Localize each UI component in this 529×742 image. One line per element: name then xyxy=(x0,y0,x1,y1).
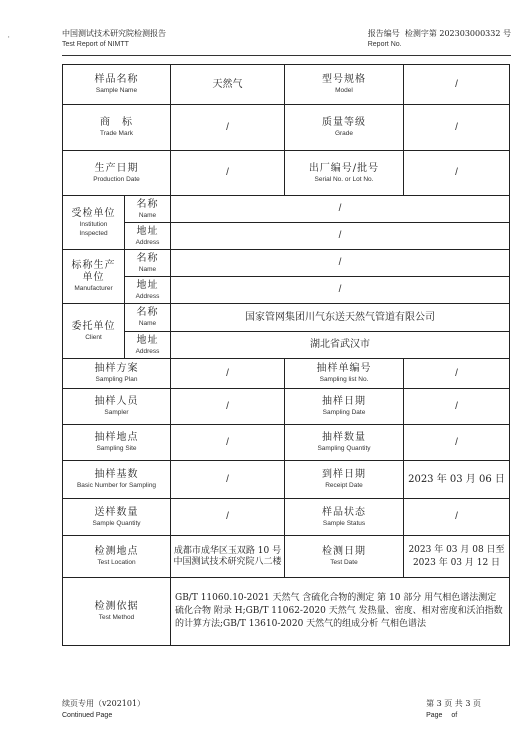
manufacturer-label: 标称生产 单位 Manufacturer xyxy=(63,250,125,304)
inspected-name-label: 名称 Name xyxy=(125,196,171,223)
page-number xyxy=(426,698,481,722)
row-sample-quantity xyxy=(63,499,510,536)
continued-en: Continued Page xyxy=(62,712,113,719)
lab-name-cn: 中国测试技术研究院检测报告 xyxy=(62,29,166,38)
row-inspected-name xyxy=(63,196,510,223)
test-date-start: 2023 年 03 月 08 日至 xyxy=(408,544,505,555)
manufacturer-address-value: / xyxy=(171,277,510,304)
sampler-label: 抽样人员 Sampler xyxy=(63,389,171,425)
model-label: 型号规格 Model xyxy=(285,65,404,105)
receipt-date-value: 2023 年 03 月 06 日 xyxy=(404,461,510,499)
row-client-address xyxy=(63,332,510,359)
sample-name-value: 天然气 xyxy=(171,65,285,105)
sample-status-label: 样品状态 Sample Status xyxy=(285,499,404,536)
inspected-address-label: 地址 Address xyxy=(125,223,171,250)
production-date-label: 生产日期 Production Date xyxy=(63,151,171,196)
row-basic-number xyxy=(63,461,510,499)
sampling-site-label: 抽样地点 Sampling Site xyxy=(63,425,171,461)
report-no-value: 检测字第 202303000332 号 xyxy=(404,29,511,38)
row-trade-mark xyxy=(63,105,510,151)
lab-name-en: Test Report of NIMTT xyxy=(62,41,129,48)
client-label: 委托单位 Client xyxy=(63,304,125,359)
test-method-value: GB/T 11060.10-2021 天然气 含硫化合物的测定 第 10 部分 用气相色谱法测定硫化合物 附录 H;GB/T 11062-2020 天然气 发热量、密度、相对密度和沃泊指数的计算方法;GB/T 13610-2020 天然气的组成分析 气相色谱法 xyxy=(171,578,510,646)
inspected-name-value: / xyxy=(171,196,510,223)
lab-name xyxy=(62,28,166,49)
continued-cn: 续页专用（v202101） xyxy=(62,699,146,708)
row-production-date xyxy=(63,151,510,196)
sampling-list-no-value: / xyxy=(404,359,510,389)
row-test-method xyxy=(63,578,510,646)
manufacturer-address-label: 地址 Address xyxy=(125,277,171,304)
page-cn: 第 3 页 共 3 页 xyxy=(426,699,481,708)
sampling-plan-label: 抽样方案 Sampling Plan xyxy=(63,359,171,389)
row-sampling-site xyxy=(63,425,510,461)
row-sampler xyxy=(63,389,510,425)
test-date-value xyxy=(404,536,510,578)
test-date-label: 检测日期 Test Date xyxy=(285,536,404,578)
serial-no-value: / xyxy=(404,151,510,196)
grade-label: 质量等级 Grade xyxy=(285,105,404,151)
production-date-value: / xyxy=(171,151,285,196)
trade-mark-value: / xyxy=(171,105,285,151)
row-manufacturer-name xyxy=(63,250,510,277)
sampling-list-no-label: 抽样单编号 Sampling list No. xyxy=(285,359,404,389)
sample-name-label: 样品名称 Sample Name xyxy=(63,65,171,105)
row-manufacturer-address xyxy=(63,277,510,304)
grade-value: / xyxy=(404,105,510,151)
sample-quantity-label: 送样数量 Sample Quantity xyxy=(63,499,171,536)
test-method-label: 检测依据 Test Method xyxy=(63,578,171,646)
test-location-value: 成都市成华区玉双路 10 号中国测试技术研究院八二楼 xyxy=(171,536,285,578)
report-no-label-cn: 报告编号 xyxy=(367,29,400,38)
sampling-site-value: / xyxy=(171,425,285,461)
test-date-end: 2023 年 03 月 12 日 xyxy=(412,557,501,568)
sampling-quantity-value: / xyxy=(404,425,510,461)
serial-no-label: 出厂编号/批号 Serial No. or Lot No. xyxy=(285,151,404,196)
sampling-date-label: 抽样日期 Sampling Date xyxy=(285,389,404,425)
sampling-plan-value: / xyxy=(171,359,285,389)
basic-number-value: / xyxy=(171,461,285,499)
trade-mark-label: 商 标 Trade Mark xyxy=(63,105,171,151)
test-location-label: 检测地点 Test Location xyxy=(63,536,171,578)
manufacturer-name-value: / xyxy=(171,250,510,277)
sampling-quantity-label: 抽样数量 Sampling Quantity xyxy=(285,425,404,461)
row-test-location xyxy=(63,536,510,578)
client-address-label: 地址 Address xyxy=(125,332,171,359)
receipt-date-label: 到样日期 Receipt Date xyxy=(285,461,404,499)
row-client-name xyxy=(63,304,510,332)
inspected-address-value: / xyxy=(171,223,510,250)
manufacturer-name-label: 名称 Name xyxy=(125,250,171,277)
margin-mark: ' xyxy=(8,36,10,43)
client-name-value: 国家管网集团川气东送天然气管道有限公司 xyxy=(171,304,510,332)
report-table xyxy=(62,64,510,646)
sampling-date-value: / xyxy=(404,389,510,425)
report-no-label-en: Report No. xyxy=(367,41,402,48)
row-sample-name xyxy=(63,65,510,105)
client-address-value: 湖北省武汉市 xyxy=(171,332,510,359)
report-number xyxy=(368,28,511,49)
client-name-label: 名称 Name xyxy=(125,304,171,332)
sampler-value: / xyxy=(171,389,285,425)
page-en: Page of xyxy=(426,712,458,719)
sample-quantity-value: / xyxy=(171,499,285,536)
row-inspected-address xyxy=(63,223,510,250)
inspected-label: 受检单位 Institution Inspected xyxy=(63,196,125,250)
sample-status-value: / xyxy=(404,499,510,536)
continued-page xyxy=(62,698,145,722)
header-rule xyxy=(62,55,511,56)
row-sampling-plan xyxy=(63,359,510,389)
model-value: / xyxy=(404,65,510,105)
basic-number-label: 抽样基数 Basic Number for Sampling xyxy=(63,461,171,499)
